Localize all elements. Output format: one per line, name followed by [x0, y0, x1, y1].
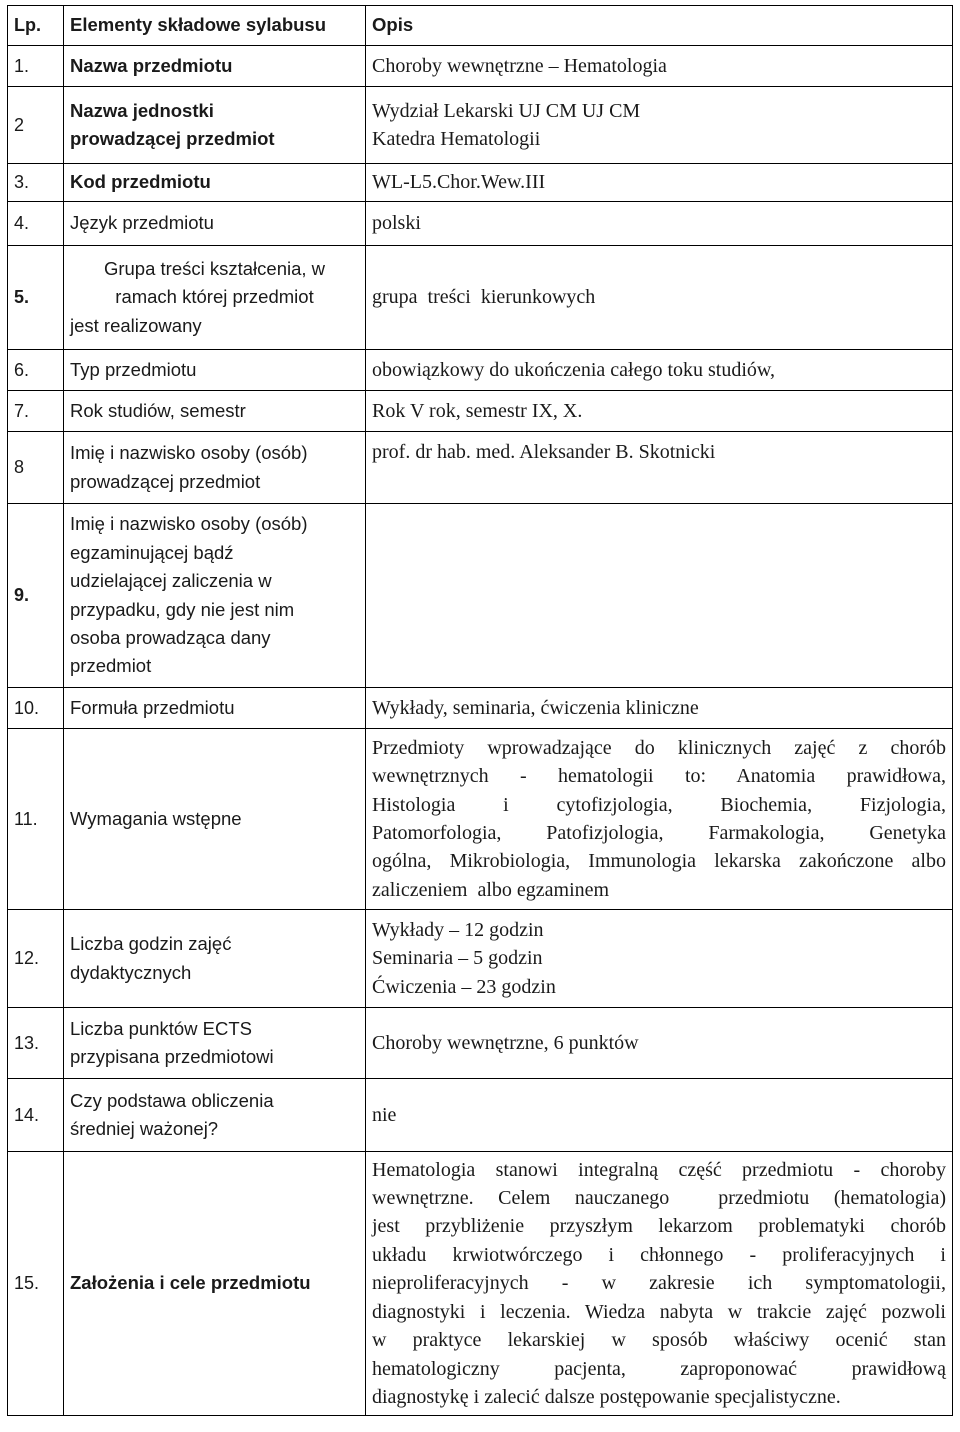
row-value — [366, 910, 953, 1008]
value-line: Ćwiczenia – 23 godzin — [372, 975, 556, 998]
value-line: nieproliferacyjnych - w zakresie ich symptomatologii, — [372, 1272, 946, 1295]
table-row — [8, 202, 953, 246]
row-number: 2 — [8, 87, 64, 164]
value-line: Histologia i cytofizjologia, Biochemia, Fizjologia, — [372, 793, 946, 816]
table-row — [8, 46, 953, 87]
row-number: 9. — [8, 504, 64, 688]
row-value: Choroby wewnętrzne, 6 punktów — [366, 1008, 953, 1079]
label-line: Grupa treści kształcenia, w — [103, 257, 326, 279]
row-label — [64, 910, 366, 1008]
label-line: osoba prowadząca dany — [70, 626, 271, 648]
row-value: polski — [366, 202, 953, 246]
value-line: diagnostykę i zalecić dalsze postępowanie specjalistyczne. — [372, 1385, 841, 1408]
label-line: egzaminującej bądź — [70, 541, 234, 563]
row-number: 4. — [8, 202, 64, 246]
value-line: wewnętrznych - hematologii to: Anatomia prawidłowa, — [372, 765, 946, 788]
row-value: Rok V rok, semestr IX, X. — [366, 391, 953, 432]
label-line: Imię i nazwisko osoby (osób) — [70, 442, 308, 464]
value-line: ogólna, Mikrobiologia, Immunologia lekarska zakończone albo — [372, 850, 946, 873]
value-line: Przedmioty wprowadzające do klinicznych zajęć z chorób — [372, 736, 946, 759]
table-row — [8, 1079, 953, 1152]
row-number: 6. — [8, 350, 64, 391]
label-line: Imię i nazwisko osoby (osób) — [70, 513, 308, 535]
value-line: hematologiczny pacjenta, zaproponować prawidłową — [372, 1357, 946, 1380]
table-row — [8, 729, 953, 910]
table-row — [8, 1152, 953, 1416]
row-value: obowiązkowy do ukończenia całego toku studiów, — [366, 350, 953, 391]
row-label: Wymagania wstępne — [64, 729, 366, 910]
label-line: przypisana przedmiotowi — [70, 1046, 274, 1067]
row-number: 11. — [8, 729, 64, 910]
label-line: Czy podstawa obliczenia — [70, 1089, 274, 1111]
row-value — [366, 504, 953, 688]
row-number: 8 — [8, 432, 64, 504]
row-number: 10. — [8, 688, 64, 729]
label-line: jest realizowany — [70, 314, 202, 336]
table-row — [8, 246, 953, 350]
label-line: ramach której przedmiot — [115, 286, 314, 308]
table-row — [8, 391, 953, 432]
value-line: w praktyce lekarskiej w sposób właściwy ocenić stan — [372, 1329, 946, 1352]
row-number: 3. — [8, 164, 64, 202]
table-row — [8, 910, 953, 1008]
header-row — [8, 6, 953, 46]
syllabus-table — [7, 5, 953, 1416]
label-line: przedmiot — [70, 655, 152, 677]
row-value: WL-L5.Chor.Wew.III — [366, 164, 953, 202]
row-value — [366, 87, 953, 164]
row-value: Wykłady, seminaria, ćwiczenia kliniczne — [366, 688, 953, 729]
table-row — [8, 1008, 953, 1079]
table-row — [8, 164, 953, 202]
label-line: prowadzącej przedmiot — [70, 128, 275, 149]
row-label — [64, 246, 366, 350]
label-line: Liczba godzin zajęć — [70, 933, 232, 955]
value-line: jest przybliżenie przyszłym lekarzom problematyki chorób — [372, 1215, 946, 1238]
label-line: dydaktycznych — [70, 961, 192, 983]
label-line: Nazwa jednostki — [70, 99, 214, 121]
value-line: zaliczeniem albo egzaminem — [372, 878, 610, 901]
value-line: Patomorfologia, Patofizjologia, Farmakologia, Genetyka — [372, 822, 946, 844]
value-line: Hematologia stanowi integralną część przedmiotu - choroby — [372, 1158, 946, 1181]
row-number: 14. — [8, 1079, 64, 1152]
row-value: prof. dr hab. med. Aleksander B. Skotnicki — [366, 432, 953, 504]
value-line: Wykłady – 12 godzin — [372, 918, 544, 941]
row-label: Język przedmiotu — [64, 202, 366, 246]
row-label — [64, 1008, 366, 1079]
label-line: średniej ważonej? — [70, 1118, 219, 1139]
value-line: Wydział Lekarski UJ CM UJ CM — [372, 99, 641, 122]
row-number: 1. — [8, 46, 64, 87]
table-row — [8, 350, 953, 391]
table-row — [8, 432, 953, 504]
row-value: Choroby wewnętrzne – Hematologia — [366, 46, 953, 87]
row-label — [64, 1079, 366, 1152]
row-value — [366, 729, 953, 910]
row-label — [64, 87, 366, 164]
label-line: prowadzącej przedmiot — [70, 470, 261, 492]
label-line: przypadku, gdy nie jest nim — [70, 598, 295, 620]
row-value: nie — [366, 1079, 953, 1152]
row-number: 7. — [8, 391, 64, 432]
header-lp: Lp. — [8, 6, 64, 46]
row-label: Formuła przedmiotu — [64, 688, 366, 729]
label-line: Liczba punktów ECTS — [70, 1017, 253, 1039]
row-label — [64, 432, 366, 504]
row-label: Kod przedmiotu — [64, 164, 366, 202]
label-line: udzielającej zaliczenia w — [70, 570, 272, 592]
row-number: 13. — [8, 1008, 64, 1079]
table-row — [8, 87, 953, 164]
table-row — [8, 504, 953, 688]
row-label: Typ przedmiotu — [64, 350, 366, 391]
row-label: Nazwa przedmiotu — [64, 46, 366, 87]
value-line: diagnostyki i leczenia. Wiedza nabyta w trakcie zajęć pozwoli — [372, 1300, 946, 1323]
value-line: Katedra Hematologii — [372, 128, 541, 150]
value-line: układu krwiotwórczego i chłonnego - proliferacyjnych i — [372, 1243, 946, 1266]
row-label: Rok studiów, semestr — [64, 391, 366, 432]
row-label: Założenia i cele przedmiotu — [64, 1152, 366, 1416]
table-row — [8, 688, 953, 729]
row-number: 12. — [8, 910, 64, 1008]
header-element: Elementy składowe sylabusu — [64, 6, 366, 46]
header-description: Opis — [366, 6, 953, 46]
row-value — [366, 1152, 953, 1416]
value-line: wewnętrzne. Celem nauczanego przedmiotu (hematologia) — [372, 1187, 946, 1210]
row-number: 15. — [8, 1152, 64, 1416]
row-value: grupa treści kierunkowych — [366, 246, 953, 350]
row-label — [64, 504, 366, 688]
value-line: Seminaria – 5 godzin — [372, 947, 543, 970]
row-number: 5. — [8, 246, 64, 350]
